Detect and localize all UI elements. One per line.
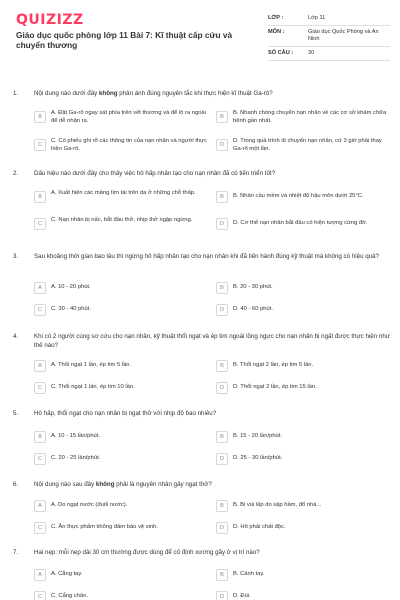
option-letter-box: B	[216, 569, 228, 581]
option-text: B. Nhanh chóng chuyển nạn nhân về các cơ sở khám chữa bệnh gần nhất.	[233, 110, 387, 124]
option-text: A. Cẳng tay.	[51, 571, 83, 577]
question-number: 6.	[13, 481, 19, 488]
option-letter-box: B	[216, 282, 228, 294]
option-letter-box: D	[216, 218, 228, 230]
option-letter-box: A	[34, 282, 46, 294]
question-text	[34, 90, 390, 99]
option-letter-box: C	[34, 218, 46, 230]
meta-subject-label: MÔN :	[268, 29, 285, 35]
option-letter-box: A	[34, 431, 46, 443]
question-text	[34, 170, 390, 179]
option-text: B. Cánh tay.	[233, 571, 265, 577]
option-text: C. Nạn nhân bị nấc, bắt đầu thở, nhịp thở ngập ngừng.	[51, 217, 193, 223]
option-text: B. 20 - 30 phút.	[233, 284, 273, 290]
option-letter-box: B	[216, 500, 228, 512]
meta-count-value: 30	[308, 50, 315, 56]
option-letter-box: C	[34, 382, 46, 394]
option-letter-box: C	[34, 522, 46, 534]
quizizz-logo: QUIZIZZ	[16, 12, 84, 28]
option-text: A. Xuất hiện các mảng tím tái trên da ở những chỗ thấp.	[51, 190, 196, 196]
question-text-part: Khi có 2 người cùng sơ cứu cho nạn nhân, kỹ thuật thổi ngạt và ép tim ngoài lồng ngực cho nạn nhân bị ngất được thực hiện như thế nào?	[34, 333, 390, 349]
option-letter-box: A	[34, 569, 46, 581]
option-text: D. Hít phải chất độc.	[233, 524, 286, 530]
option-text: B. 15 - 20 lần/phút.	[233, 433, 282, 439]
option-text: B. Nhân cầu mềm và nhiệt độ hậu môn dưới 25°C.	[233, 193, 364, 199]
option-text: D. 25 - 30 lần/phút.	[233, 455, 283, 461]
question-text-emphasis: không	[98, 90, 118, 97]
question-text-part: phản ánh đúng nguyên tắc khi thực hiện kĩ thuật Ga-rô?	[117, 90, 273, 97]
question-text-part: Hô hấp, thổi ngạt cho nạn nhân bị ngạt thở với nhịp độ bao nhiêu?	[34, 410, 217, 417]
option-text: A. 10 - 20 phút.	[51, 284, 91, 290]
option-letter-box: B	[216, 191, 228, 203]
question-text	[34, 481, 390, 490]
option-text: C. 20 - 25 lần/phút.	[51, 455, 101, 461]
option-text: A. Thổi ngạt 1 lần, ép tim 5 lần.	[51, 362, 132, 368]
question-number: 5.	[13, 410, 19, 417]
worksheet-header	[10, 8, 390, 68]
option-text: D. Đùi.	[233, 593, 251, 599]
option-letter-box: B	[216, 360, 228, 372]
question-text-part: phải là nguyên nhân gây ngạt thở?	[114, 481, 212, 488]
option-text: D. Cơ thể nạn nhân bắt đầu có hiện tượng cứng đờ.	[233, 220, 368, 226]
question-number: 7.	[13, 549, 19, 556]
meta-count-row	[268, 47, 390, 61]
question-text-part: Dấu hiệu nào dưới đây cho thấy việc hô hấp nhân tạo cho nạn nhân đã có tiến triển tốt?	[34, 170, 276, 177]
option-text: D. 40 - 60 phút.	[233, 306, 273, 312]
meta-subject-value: Giáo dục Quốc Phòng và An Ninh	[308, 29, 379, 42]
meta-class-value: Lớp 11	[308, 15, 326, 21]
question-text-emphasis: không	[95, 481, 115, 488]
option-text: A. 10 - 15 lần/phút.	[51, 433, 100, 439]
meta-class-row	[268, 12, 390, 26]
option-text: B. Bị vùi lấp do sập hầm, đổ nhà...	[233, 502, 322, 508]
question-text	[34, 549, 390, 558]
option-letter-box: A	[34, 191, 46, 203]
option-letter-box: D	[216, 591, 228, 600]
option-letter-box: C	[34, 304, 46, 316]
option-text: C. Có phiếu ghi rõ các thông tin của nạn nhân và người thực hiện Ga-rô.	[51, 138, 207, 152]
option-letter-box: B	[216, 431, 228, 443]
option-text: C. Cẳng chân.	[51, 593, 89, 599]
option-letter-box: D	[216, 382, 228, 394]
worksheet-meta	[268, 12, 390, 61]
option-text: C. 30 - 40 phút.	[51, 306, 91, 312]
question-text	[34, 253, 390, 262]
question-text-part: Nội dung nào sau đây	[34, 481, 96, 488]
question-number: 3.	[13, 253, 19, 260]
option-letter-box: C	[34, 591, 46, 600]
question-number: 2.	[13, 170, 19, 177]
option-letter-box: A	[34, 360, 46, 372]
option-letter-box: D	[216, 304, 228, 316]
question-text-part: Hai nẹp: mỗi nẹp dài 30 cm thường được dùng để cố định xương gãy ở vị trí nào?	[34, 549, 260, 556]
option-letter-box: A	[34, 111, 46, 123]
option-letter-box: D	[216, 139, 228, 151]
option-text: B. Thổi ngạt 2 lần, ép tim 5 lần.	[233, 362, 314, 368]
option-letter-box: D	[216, 522, 228, 534]
option-text: D. Thổi ngạt 2 lần, ép tim 15 lần.	[233, 384, 317, 390]
meta-subject-row	[268, 26, 390, 47]
option-letter-box: C	[34, 453, 46, 465]
option-text: C. Thổi ngạt 1 lần, ép tim 10 lần.	[51, 384, 135, 390]
question-text-part: Sau khoảng thời gian bao lâu thì ngừng hô hấp nhân tạo cho nạn nhân khi đã tiến hành đúng kỹ thuật mà không có hiệu quả?	[34, 253, 379, 260]
question-text	[34, 410, 390, 419]
option-text: A. Đặt Ga-rô ngay sát phía trên vết thương và để lộ ra ngoài để dễ nhận ra.	[51, 110, 206, 124]
question-text-part: Nội dung nào dưới đây	[34, 90, 99, 97]
question-text	[34, 333, 390, 350]
question-number: 1.	[13, 90, 19, 97]
option-text: C. Ăn thực phẩm không đảm bảo vệ sinh.	[51, 524, 158, 530]
meta-count-label: SỐ CÂU :	[268, 50, 294, 56]
option-text: D. Trong quá trình di chuyển nạn nhân, cứ 3 giờ phải thay Ga-rô một lần.	[233, 138, 382, 152]
worksheet-title: Giáo dục quốc phòng lớp 11 Bài 7: Kĩ thuật cấp cứu và chuyển thương	[16, 30, 233, 50]
option-letter-box: D	[216, 453, 228, 465]
option-text: A. Do ngạt nước (đuối nước).	[51, 502, 128, 508]
option-letter-box: A	[34, 500, 46, 512]
question-number: 4.	[13, 333, 19, 340]
meta-class-label: LỚP :	[268, 15, 284, 21]
option-letter-box: C	[34, 139, 46, 151]
option-letter-box: B	[216, 111, 228, 123]
